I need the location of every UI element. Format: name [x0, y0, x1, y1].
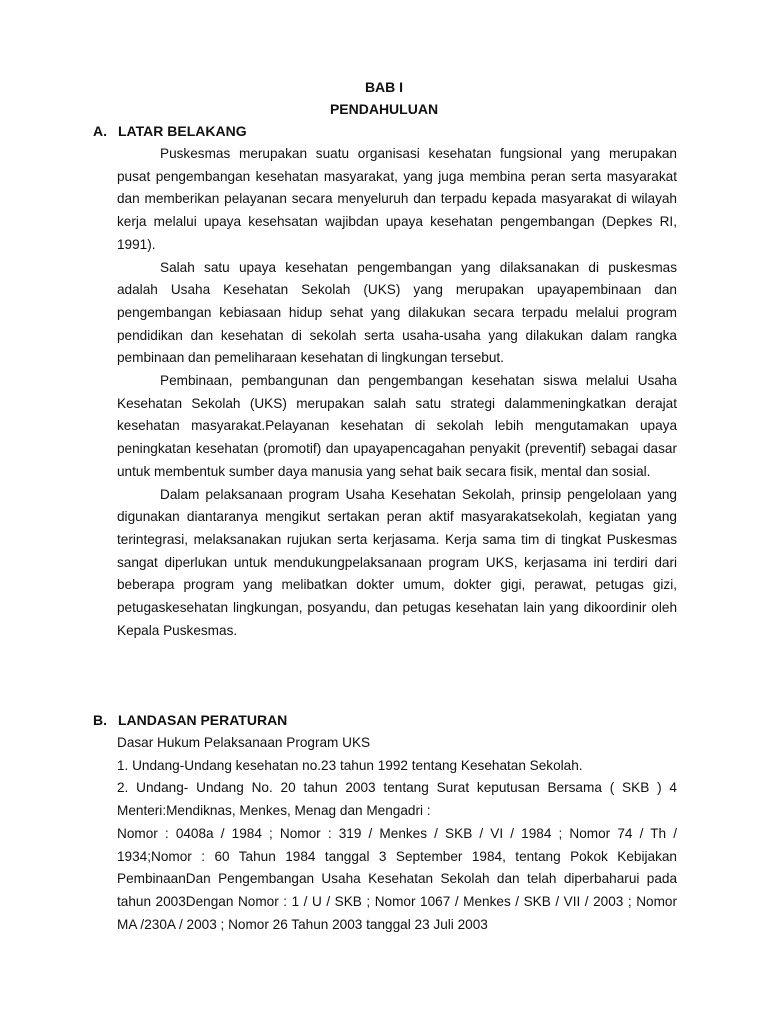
section-b-title: LANDASAN PERATURAN	[118, 712, 288, 728]
section-a-body	[117, 143, 677, 642]
paragraph-2: Salah satu upaya kesehatan pengembangan yang dilaksanakan di puskesmas adalah Usaha Kesehatan Sekolah (UKS) yang merupakan upayapembinaan dan pengembangan kebiasaan hidup sehat yang dilakukan secara terpadu melalui program pendidikan dan kesehatan di sekolah serta usaha-usaha yang dilakukan dalam rangka pembinaan dan pemeliharaan kesehatan di lingkungan tersebut.	[117, 259, 677, 366]
paragraph-3: Pembinaan, pembangunan dan pengembangan kesehatan siswa melalui Usaha Kesehatan Sekolah (UKS) merupakan salah satu strategi dalammeningkatkan derajat kesehatan masyarakat.Pelayanan kesehatan di sekolah lebih mengutamakan upaya peningkatan kesehatan (promotif) dan upayapencagahan penyakit (preventif) sebagai dasar untuk membentuk sumber daya manusia yang sehat baik secara fisik, mental dan sosial.	[117, 373, 677, 479]
regulation-item-2: 2. Undang- Undang No. 20 tahun 2003 tentang Surat keputusan Bersama ( SKB ) 4 Menteri:Mendiknas, Menkes, Menag dan Mengadri :	[117, 780, 677, 819]
section-b-heading	[93, 711, 287, 729]
chapter-number: BAB I	[364, 79, 404, 95]
section-a-heading	[93, 122, 247, 140]
section-b-body	[117, 732, 677, 936]
section-a-number: A.	[93, 123, 107, 139]
regulation-item-1: 1. Undang-Undang kesehatan no.23 tahun 1992 tentang Kesehatan Sekolah.	[117, 757, 583, 773]
section-b-intro: Dasar Hukum Pelaksanaan Program UKS	[117, 735, 371, 750]
paragraph-4: Dalam pelaksanaan program Usaha Kesehatan Sekolah, prinsip pengelolaan yang digunakan diantaranya mengikut sertakan peran aktif masyarakatsekolah, kegiatan yang terintegrasi, melaksanakan rujukan serta kerjasama. Kerja sama tim di tingkat Puskesmas sangat diperlukan untuk mendukungpelaksanaan program UKS, kerjasama ini terdiri dari beberapa program yang melibatkan dokter umum, dokter gigi, perawat, petugas gizi, petugaskesehatan lingkungan, posyandu, dan petugas kesehatan lain yang dikoordinir oleh Kepala Puskesmas.	[117, 486, 677, 638]
chapter-title: PENDAHULUAN	[329, 101, 439, 117]
section-a-title: LATAR BELAKANG	[118, 123, 247, 139]
section-b-number: B.	[93, 712, 107, 728]
regulation-item-2-detail: Nomor : 0408a / 1984 ; Nomor : 319 / Menkes / SKB / VI / 1984 ; Nomor 74 / Th / 1934;Nomor : 60 Tahun 1984 tanggal 3 September 1984, tentang Pokok Kebijakan PembinaanDan Pengembangan Usaha Kesehatan Sekolah dan telah diperbaharui pada tahun 2003Dengan Nomor : 1 / U / SKB ; Nomor 1067 / Menkes / SKB / VII / 2003 ; Nomor MA /230A / 2003 ; Nomor 26 Tahun 2003 tanggal 23 Juli 2003	[117, 825, 677, 932]
paragraph-1: Puskesmas merupakan suatu organisasi kesehatan fungsional yang merupakan pusat pengembangan kesehatan masyarakat, yang juga membina peran serta masyarakat dan memberikan pelayanan secara menyeluruh dan terpadu kepada masyarakat di wilayah kerja melalui upaya kesehsatan wajibdan upaya kesehatan pengembangan (Depkes RI, 1991).	[117, 146, 677, 252]
